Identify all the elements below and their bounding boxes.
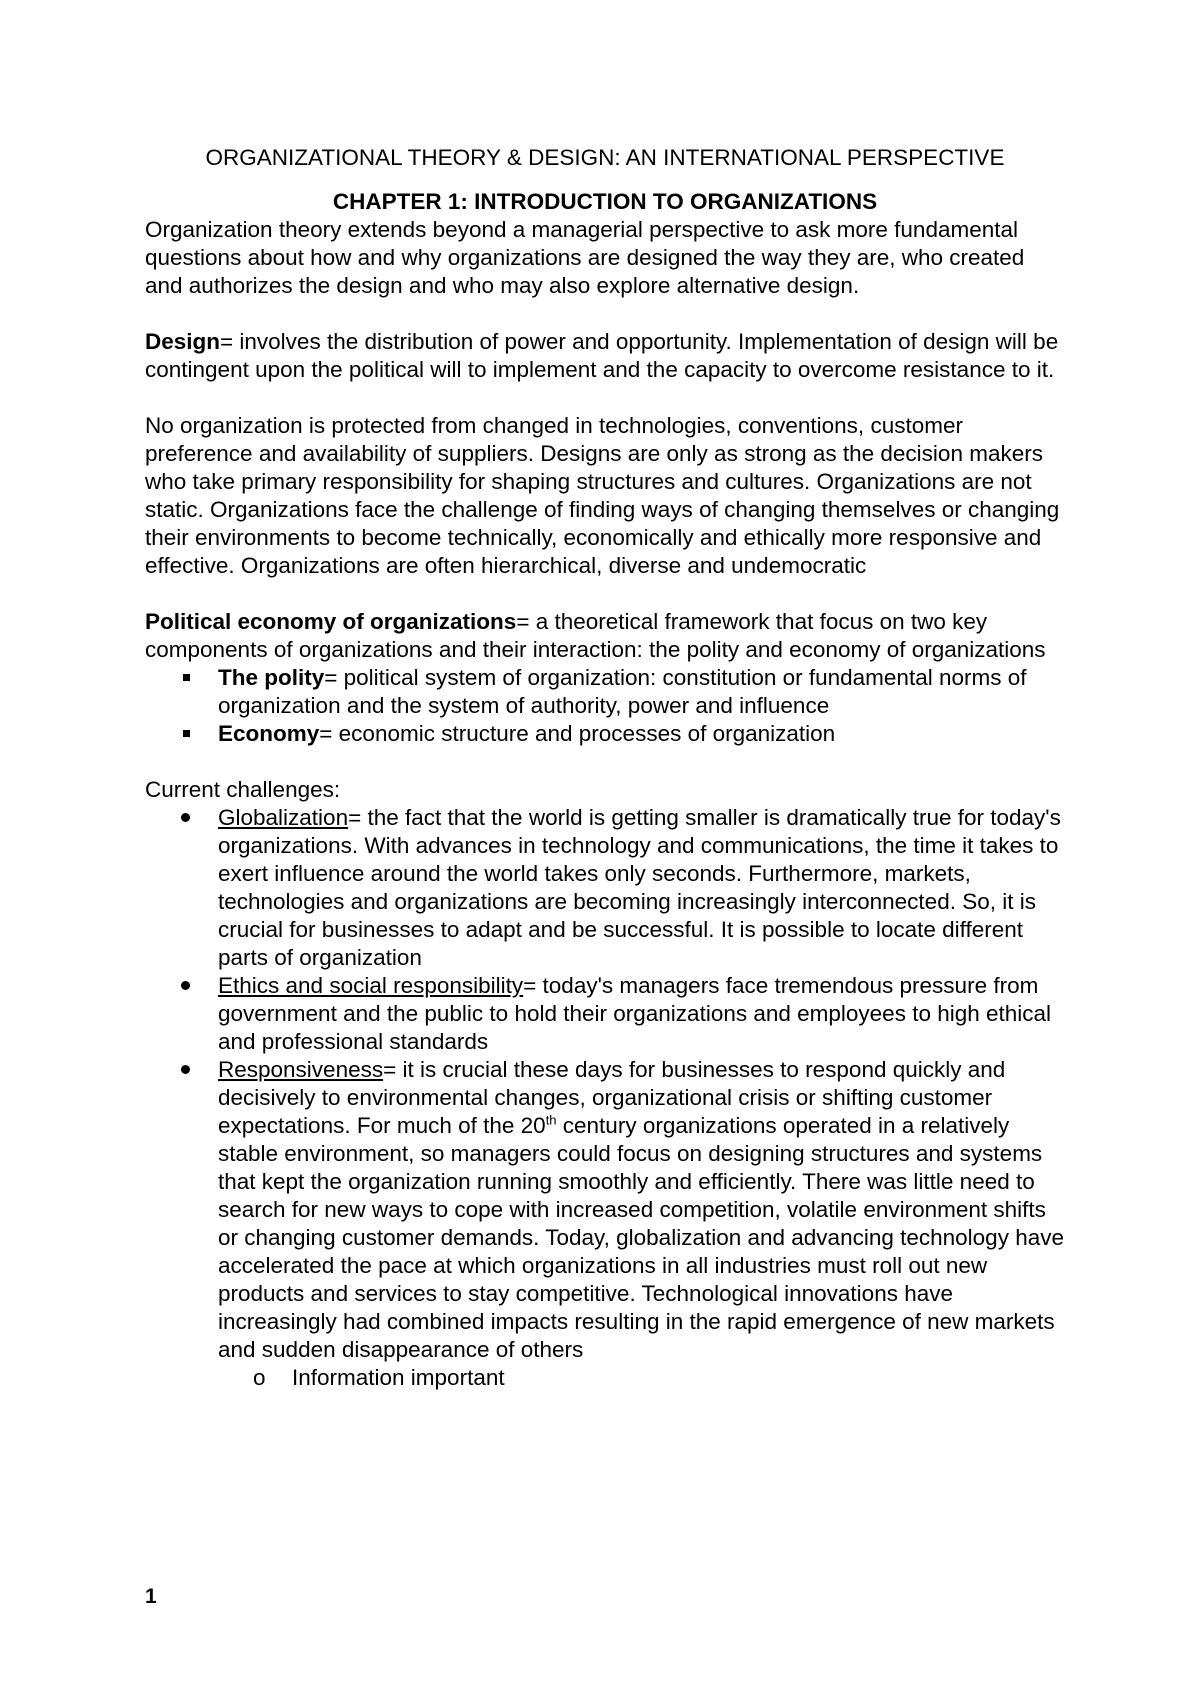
political-economy-list	[145, 664, 1065, 748]
responsiveness-term: Responsiveness	[218, 1057, 384, 1082]
ethics-term: Ethics and social responsibility	[218, 973, 524, 998]
globalization-term: Globalization	[218, 805, 349, 830]
responsiveness-definition-start: = it is crucial these days for businesses to respond quickly and decisively to environmental changes, organizational crisis or shifting customer expectations. For much of the 20	[218, 1057, 1006, 1138]
design-definition: = involves the distribution of power and opportunity. Implementation of design will be contingent upon the political will to implement and the capacity to overcome resistance to it.	[145, 329, 1059, 382]
list-item	[145, 1364, 1065, 1392]
round-bullet-icon	[181, 813, 190, 822]
economy-definition: = economic structure and processes of organization	[319, 721, 836, 746]
superscript-th: th	[545, 1112, 557, 1128]
political-economy-term: Political economy of organizations	[145, 609, 517, 634]
design-term: Design	[145, 329, 221, 354]
circle-bullet-icon: o	[253, 1365, 266, 1390]
sub-bullet-text: Information important	[292, 1365, 505, 1390]
list-item	[145, 972, 1065, 1056]
round-bullet-icon	[181, 981, 190, 990]
sub-bullet-list	[145, 1364, 1065, 1392]
document-title: ORGANIZATIONAL THEORY & DESIGN: AN INTERNATIONAL PERSPECTIVE	[205, 145, 1005, 170]
globalization-definition: = the fact that the world is getting smaller is dramatically true for today's organizations. With advances in technology and communications, the time it takes to exert influence around the world takes only seconds. Furthermore, markets, technologies and organizations are becoming increasingly interconnected. So, it is crucial for businesses to adapt and be successful. It is possible to locate different parts of organization	[218, 805, 1061, 970]
list-item	[145, 1056, 1065, 1364]
political-economy-paragraph	[145, 608, 1065, 664]
square-bullet-icon	[183, 730, 190, 737]
political-economy-definition: = a theoretical framework that focus on two key components of organizations and their interaction: the polity and economy of organizations	[145, 609, 1046, 662]
change-paragraph: No organization is protected from changed in technologies, conventions, customer preference and availability of suppliers. Designs are only as strong as the decision makers who take primary responsibility for shaping structures and cultures. Organizations are not static. Organizations face the challenge of finding ways of changing themselves or changing their environments to become technically, economically and ethically more responsive and effective. Organizations are often hierarchical, diverse and undemocratic	[145, 413, 1060, 578]
square-bullet-icon	[183, 674, 190, 681]
responsiveness-definition-end: century organizations operated in a relatively stable environment, so managers could focus on designing structures and systems that kept the organization running smoothly and efficiently. There was little need to search for new ways to cope with increased competition, volatile environment shifts or changing customer demands. Today, globalization and advancing technology have accelerated the pace at which organizations in all industries must roll out new products and services to stay competitive. Technological innovations have increasingly had combined impacts resulting in the rapid emergence of new markets and sudden disappearance of others	[218, 1113, 1064, 1362]
economy-term: Economy	[218, 721, 320, 746]
ethics-definition: = today's managers face tremendous pressure from government and the public to hold their organizations and employees to high ethical and professional standards	[218, 973, 1052, 1054]
page-number: 1	[145, 1585, 157, 1608]
challenges-heading: Current challenges:	[145, 777, 341, 802]
intro-paragraph: Organization theory extends beyond a managerial perspective to ask more fundamental questions about how and why organizations are designed the way they are, who created and authorizes the design and who may also explore alternative design.	[145, 217, 1025, 298]
polity-definition: = political system of organization: constitution or fundamental norms of organization and the system of authority, power and influence	[218, 665, 1027, 718]
list-item	[145, 664, 1065, 720]
polity-term: The polity	[218, 665, 325, 690]
chapter-heading: CHAPTER 1: INTRODUCTION TO ORGANIZATIONS	[332, 189, 878, 214]
round-bullet-icon	[181, 1065, 190, 1074]
document-body	[145, 144, 1065, 1392]
design-paragraph	[145, 328, 1065, 384]
list-item	[145, 720, 1065, 748]
challenges-list	[145, 804, 1065, 1364]
list-item	[145, 804, 1065, 972]
